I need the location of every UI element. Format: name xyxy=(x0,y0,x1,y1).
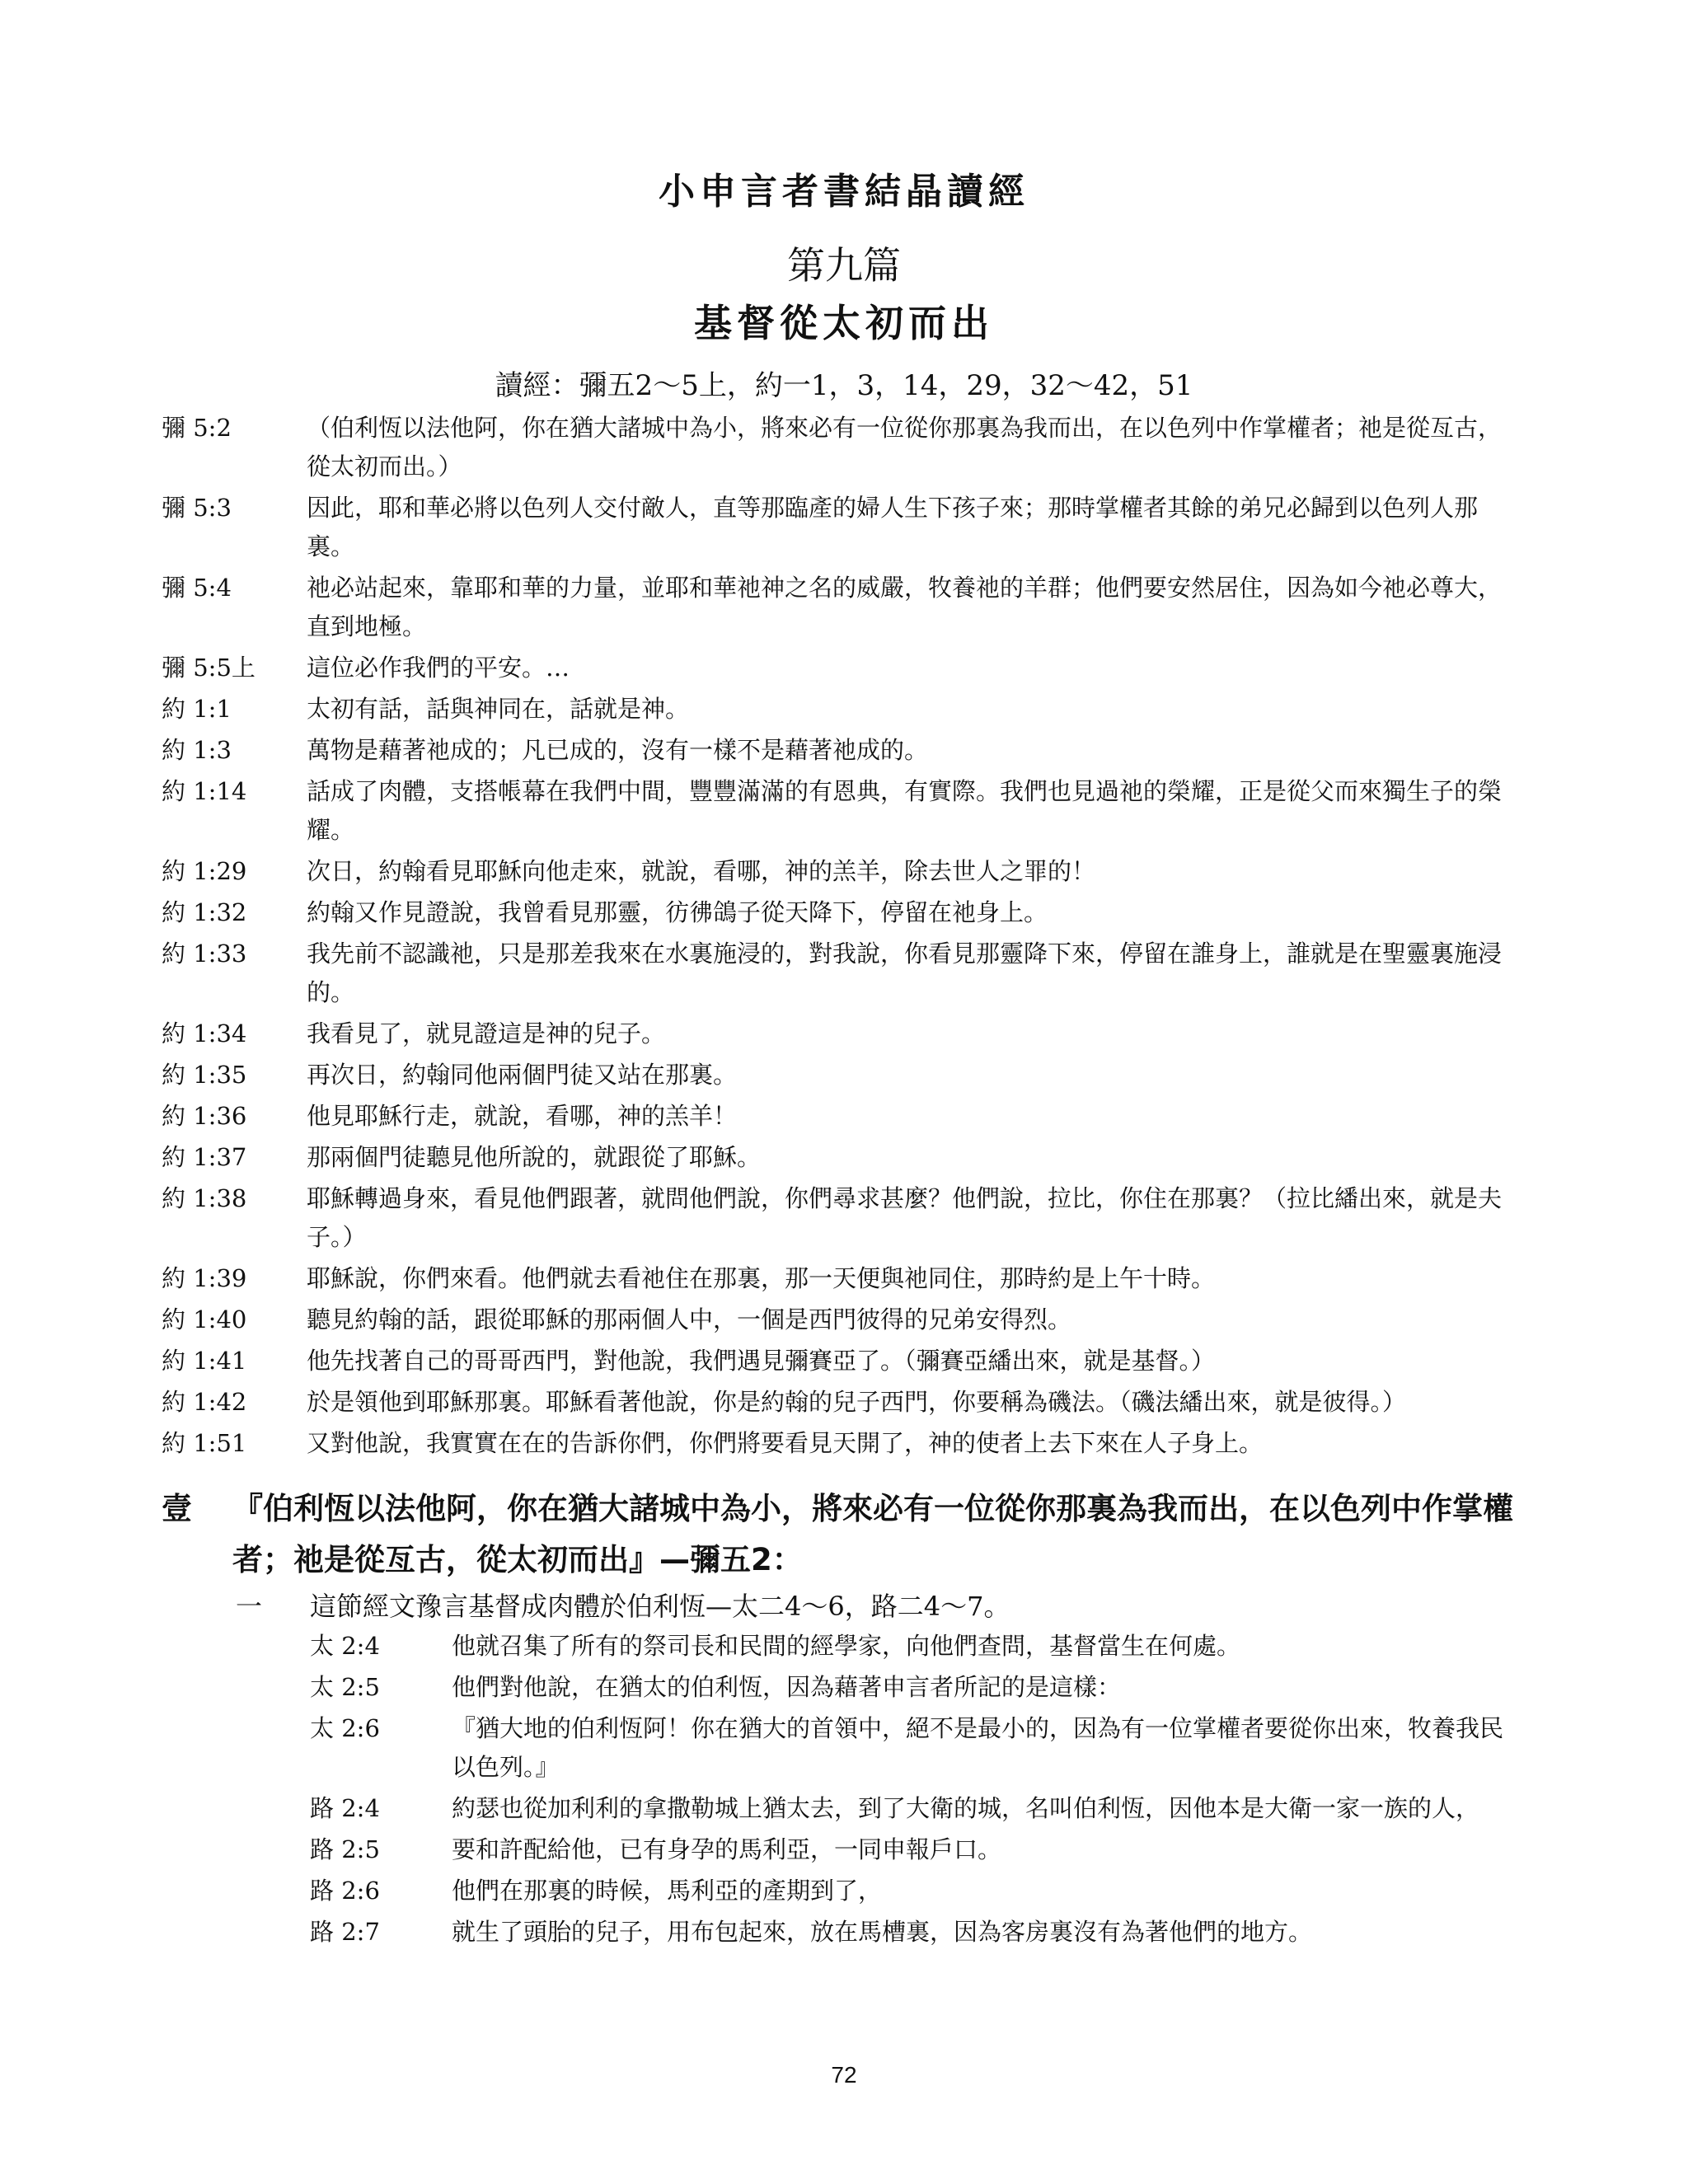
verse-text: 他先找著自己的哥哥西門，對他說，我們遇見彌賽亞了。（彌賽亞繙出來，就是基督。） xyxy=(307,1347,1216,1375)
verse-item xyxy=(162,935,1513,1012)
verse-text: 約瑟也從加利利的拿撒勒城上猶太去，到了大衛的城，名叫伯利恆，因他本是大衛一家一族的人， xyxy=(452,1794,1480,1822)
verse-ref: 約 1:29 xyxy=(162,857,247,885)
outline-subpoint-number: 一 xyxy=(236,1591,263,1622)
verse-ref: 路 2:7 xyxy=(310,1918,380,1946)
verse-item xyxy=(162,1015,1513,1053)
verse-ref: 太 2:5 xyxy=(310,1673,380,1701)
verse-item xyxy=(162,893,1513,932)
verse-ref: 太 2:4 xyxy=(310,1632,380,1660)
verse-text: 於是領他到耶穌那裏。耶穌看著他說，你是約翰的兒子西門，你要稱為磯法。（磯法繙出來，就是彼得。） xyxy=(307,1388,1407,1416)
verse-item xyxy=(162,1342,1513,1380)
verse-ref: 彌 5:5上 xyxy=(162,654,256,682)
verse-item xyxy=(310,1830,1513,1869)
verse-text: 我先前不認識祂，只是那差我來在水裏施浸的，對我說，你看見那靈降下來，停留在誰身上，誰就是在聖靈裏施浸的。 xyxy=(307,940,1503,1006)
verse-ref: 約 1:34 xyxy=(162,1019,247,1047)
verse-item xyxy=(162,772,1513,850)
verse-text: 聽見約翰的話，跟從耶穌的那兩個人中，一個是西門彼得的兄弟安得烈。 xyxy=(307,1305,1072,1333)
verse-ref: 約 1:35 xyxy=(162,1061,247,1089)
verse-ref: 約 1:40 xyxy=(162,1305,247,1333)
verse-item xyxy=(162,649,1513,687)
verse-item xyxy=(162,1097,1513,1136)
verse-list xyxy=(162,409,1513,1465)
verse-ref: 約 1:14 xyxy=(162,777,247,805)
verse-text: 那兩個門徒聽見他所說的，就跟從了耶穌。 xyxy=(307,1143,762,1171)
verse-text: 再次日，約翰同他兩個門徒又站在那裏。 xyxy=(307,1061,738,1089)
verse-text: 萬物是藉著祂成的；凡已成的，沒有一樣不是藉著祂成的。 xyxy=(307,736,929,764)
verse-text: 他見耶穌行走，就說，看哪，神的羔羊！ xyxy=(307,1102,738,1130)
verse-ref: 彌 5:2 xyxy=(162,414,232,442)
verse-item xyxy=(162,409,1513,486)
outline-point-text: 『伯利恆以法他阿，你在猶大諸城中為小，將來必有一位從你那裏為我而出，在以色列中作掌權者；祂是從亙古，從太初而出』—彌五2： xyxy=(232,1491,1513,1577)
verse-item xyxy=(310,1627,1513,1666)
verse-text: 耶穌轉過身來，看見他們跟著，就問他們說，你們尋求甚麼？他們說，拉比，你住在那裏？（拉比繙出來，就是夫子。） xyxy=(307,1184,1503,1251)
verse-item xyxy=(310,1709,1513,1787)
verse-text: 這位必作我們的平安。… xyxy=(307,654,570,682)
verse-item xyxy=(162,569,1513,646)
verse-item xyxy=(162,1259,1513,1298)
verse-item xyxy=(162,1138,1513,1177)
verse-ref: 約 1:39 xyxy=(162,1264,247,1292)
verse-text: 太初有話，話與神同在，話就是神。 xyxy=(307,695,690,723)
verse-text: 『猶大地的伯利恆阿！你在猶大的首領中，絕不是最小的，因為有一位掌權者要從你出來，牧養我民以色列。』 xyxy=(452,1714,1504,1781)
verse-text: 他們在那裏的時候，馬利亞的產期到了， xyxy=(452,1877,883,1905)
verse-item xyxy=(310,1789,1513,1828)
verse-ref: 彌 5:4 xyxy=(162,574,232,602)
verse-text: 約翰又作見證說，我曾看見那靈，彷彿鴿子從天降下，停留在祂身上。 xyxy=(307,898,1048,926)
verse-ref: 約 1:33 xyxy=(162,940,247,968)
verse-ref: 彌 5:3 xyxy=(162,494,232,522)
verse-text: 就生了頭胎的兒子，用布包起來，放在馬槽裏，因為客房裏沒有為著他們的地方。 xyxy=(452,1918,1313,1946)
verse-item xyxy=(162,1301,1513,1339)
verse-ref: 太 2:6 xyxy=(310,1714,380,1742)
verse-item xyxy=(162,1383,1513,1422)
verse-ref: 路 2:4 xyxy=(310,1794,380,1822)
verse-item xyxy=(162,690,1513,729)
verse-ref: 路 2:6 xyxy=(310,1877,380,1905)
verse-item xyxy=(162,1056,1513,1094)
verse-item xyxy=(162,731,1513,770)
verse-text: 我看見了，就見證這是神的兒子。 xyxy=(307,1019,666,1047)
verse-ref: 約 1:41 xyxy=(162,1347,247,1375)
scripture-reading: 讀經：彌五2～5上，約一1，3，14，29，32～42，51 xyxy=(495,369,1193,402)
verse-item xyxy=(162,489,1513,566)
outline-point-number: 壹 xyxy=(162,1491,192,1526)
verse-ref: 約 1:32 xyxy=(162,898,247,926)
verse-item xyxy=(310,1913,1513,1952)
verse-text: （伯利恆以法他阿，你在猶大諸城中為小，將來必有一位從你那裏為我而出，在以色列中作掌權者；祂是從亙古，從太初而出。） xyxy=(307,414,1503,480)
verse-text: 他就召集了所有的祭司長和民間的經學家，向他們查問，基督當生在何處。 xyxy=(452,1632,1241,1660)
verse-text: 耶穌說，你們來看。他們就去看祂住在那裏，那一天便與祂同住，那時約是上午十時。 xyxy=(307,1264,1216,1292)
verse-ref: 約 1:3 xyxy=(162,736,232,764)
verse-ref: 約 1:37 xyxy=(162,1143,247,1171)
outline-subpoint-1 xyxy=(236,1587,1522,1625)
verse-item xyxy=(310,1872,1513,1910)
verse-ref: 約 1:38 xyxy=(162,1184,247,1212)
verse-text: 因此，耶和華必將以色列人交付敵人，直等那臨產的婦人生下孩子來；那時掌權者其餘的弟兄必歸到以色列人那裏。 xyxy=(307,494,1479,560)
verse-text: 次日，約翰看見耶穌向他走來，就說，看哪，神的羔羊，除去世人之罪的！ xyxy=(307,857,1096,885)
verse-text: 話成了肉體，支搭帳幕在我們中間，豐豐滿滿的有恩典，有實際。我們也見過祂的榮耀，正是從父而來獨生子的榮耀。 xyxy=(307,777,1503,844)
verse-item xyxy=(162,852,1513,891)
chapter-title: 基督從太初而出 xyxy=(694,301,994,345)
page-number: 72 xyxy=(831,2062,857,2088)
verse-text: 他們對他說，在猶太的伯利恆，因為藉著申言者所記的是這樣： xyxy=(452,1673,1122,1701)
verse-ref: 約 1:36 xyxy=(162,1102,247,1130)
verse-ref: 約 1:1 xyxy=(162,695,232,723)
verse-ref: 路 2:5 xyxy=(310,1835,380,1863)
verse-ref: 約 1:51 xyxy=(162,1429,247,1457)
chapter-number: 第九篇 xyxy=(787,243,901,288)
verse-text: 又對他說，我實實在在的告訴你們，你們將要看見天開了，神的使者上去下來在人子身上。 xyxy=(307,1429,1264,1457)
outline-point-1 xyxy=(162,1483,1522,1586)
verse-ref: 約 1:42 xyxy=(162,1388,247,1416)
book-title: 小申言者書結晶讀經 xyxy=(659,171,1029,213)
verse-item xyxy=(162,1424,1513,1463)
verse-text: 要和許配給他，已有身孕的馬利亞，一同申報戶口。 xyxy=(452,1835,1002,1863)
outline-subpoint-text: 這節經文豫言基督成肉體於伯利恆—太二4～6，路二4～7。 xyxy=(310,1591,1010,1622)
verse-text: 祂必站起來，靠耶和華的力量，並耶和華祂神之名的威嚴，牧養祂的羊群；他們要安然居住，因為如今祂必尊大，直到地極。 xyxy=(307,574,1503,640)
verse-item xyxy=(310,1668,1513,1707)
verse-item xyxy=(162,1179,1513,1257)
subpoint-verse-list xyxy=(310,1627,1513,1954)
